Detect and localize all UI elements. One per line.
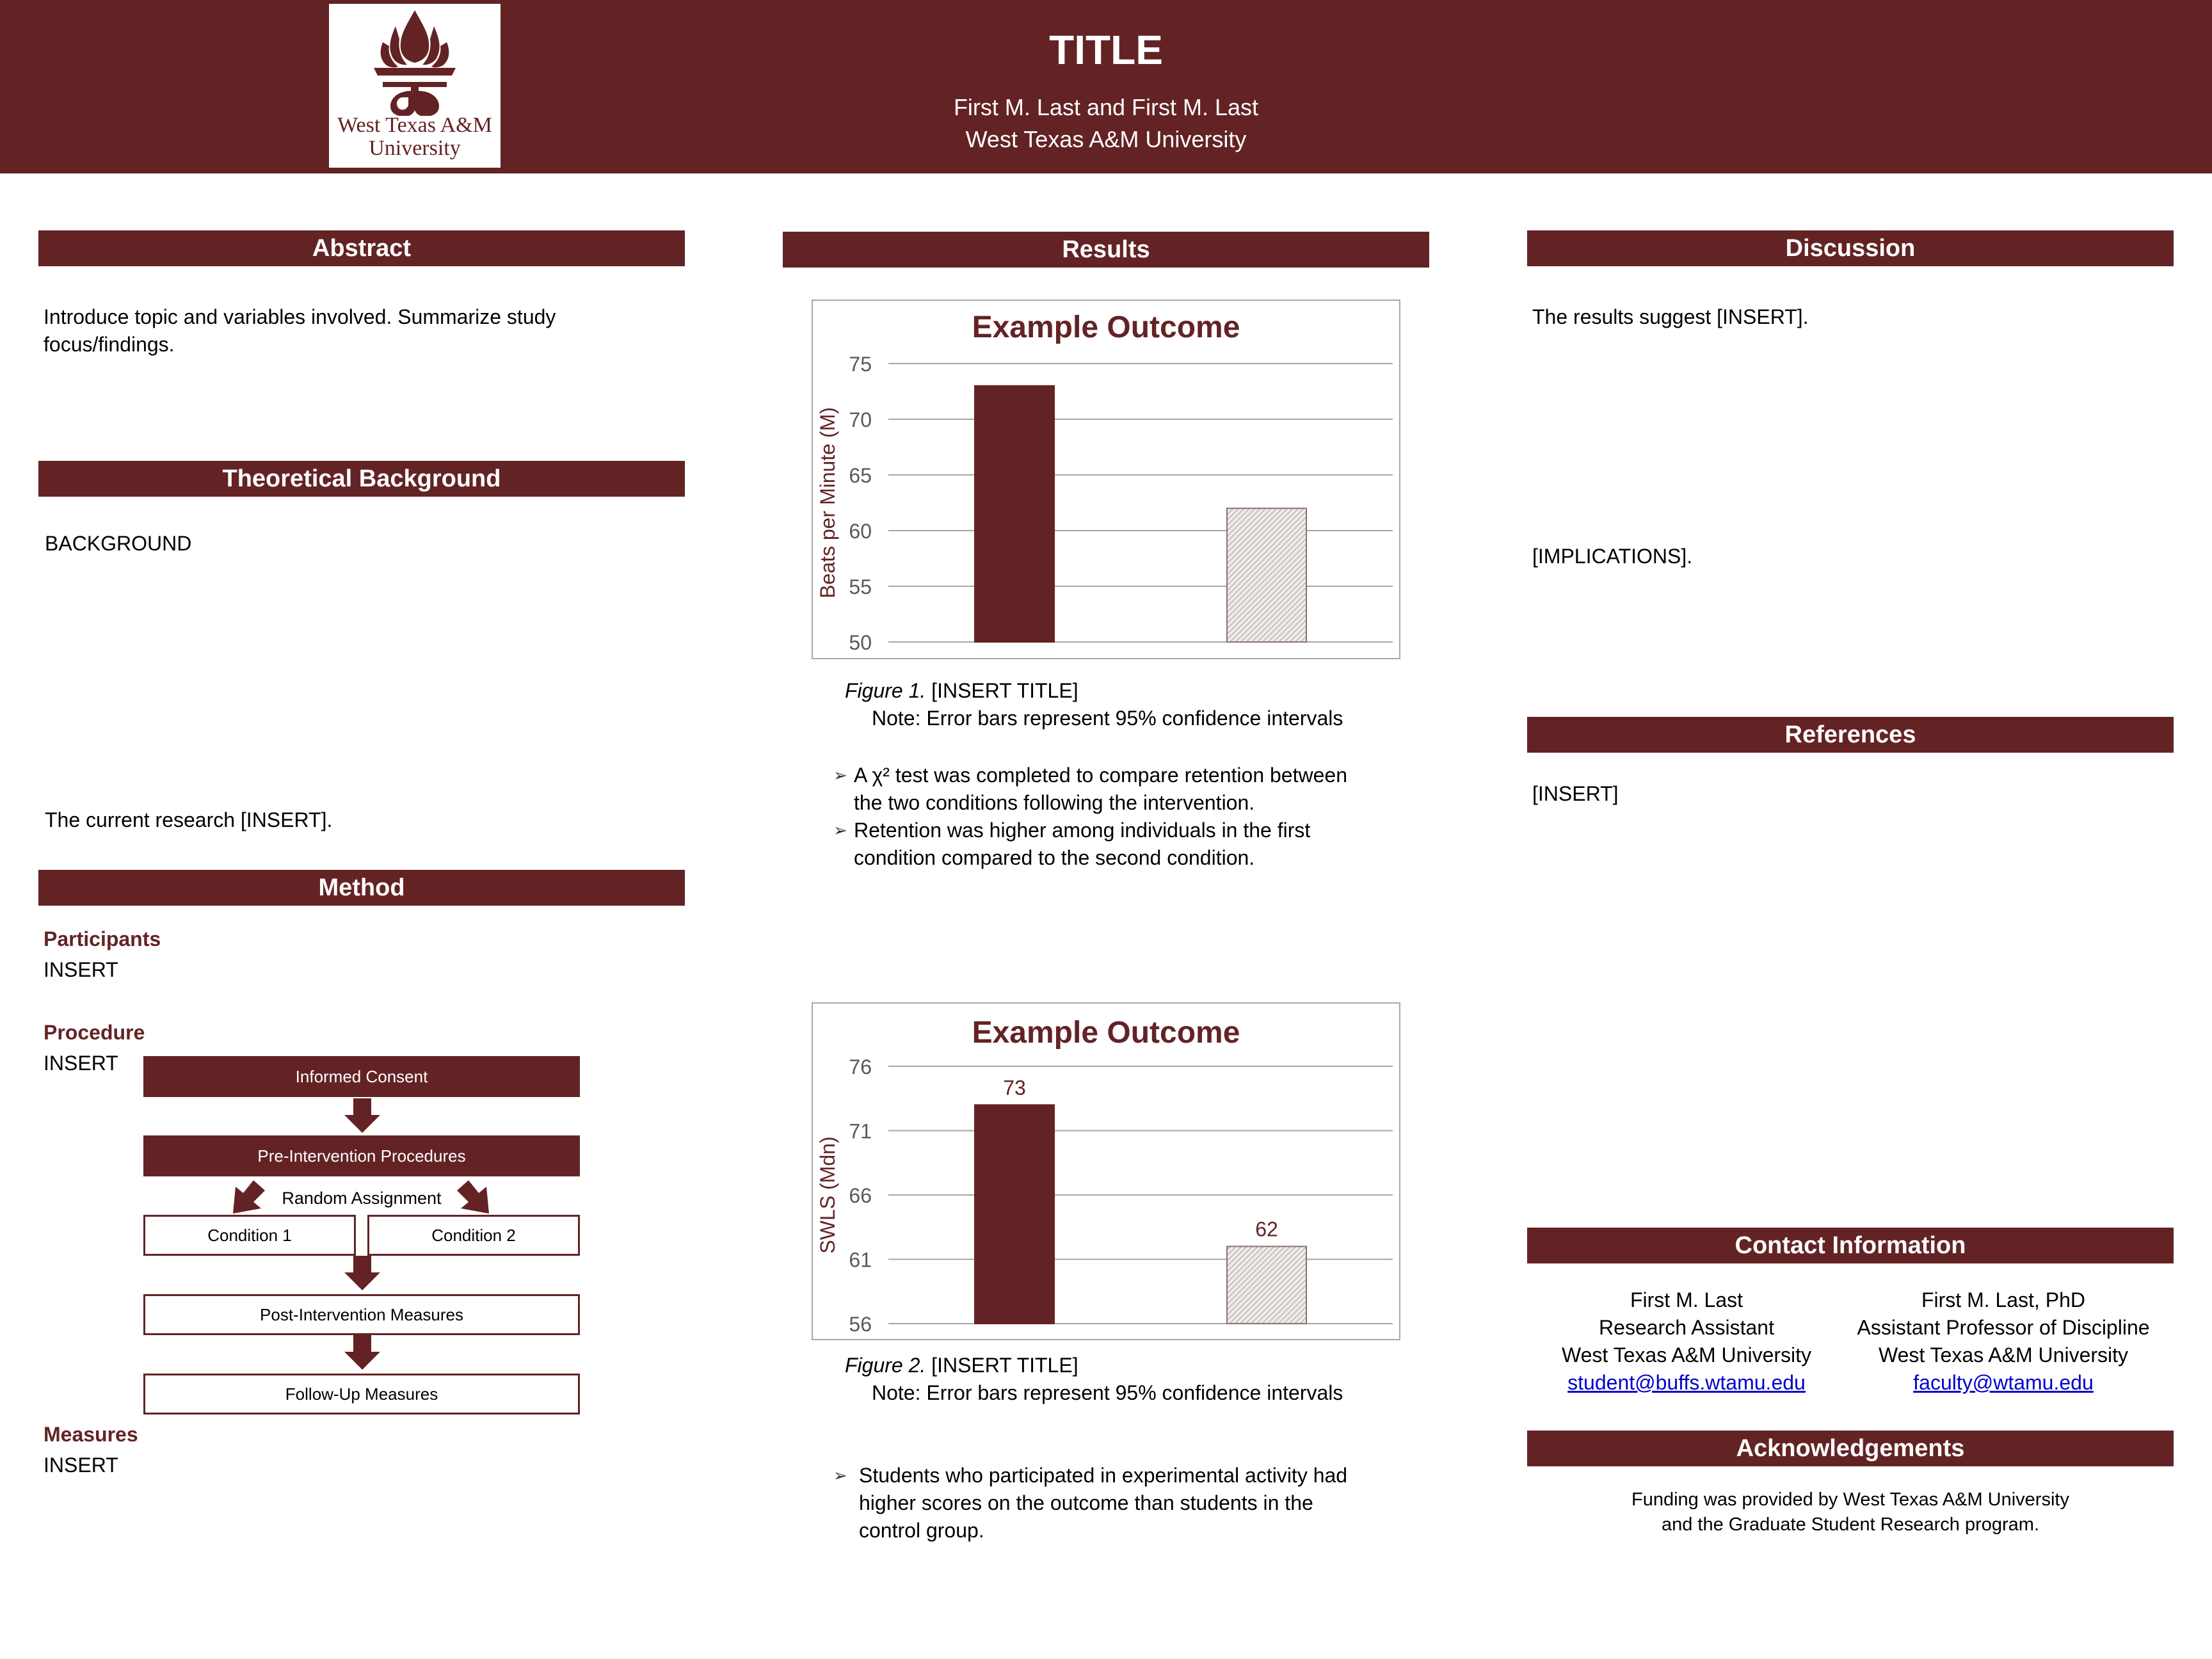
y-tick-label: 61	[849, 1248, 872, 1272]
participants-label: Participants	[44, 927, 161, 950]
background-heading: Theoretical Background	[38, 461, 685, 497]
arrow-bullet-icon: ➢	[833, 821, 847, 840]
data-label: 73	[1003, 1076, 1026, 1100]
y-axis-label: SWLS (Mdn)	[816, 1136, 839, 1254]
acknowledgements-text	[1527, 1487, 2174, 1537]
figure-1-note: Note: Error bars represent 95% confidence intervals	[872, 707, 1343, 730]
chart-2-title: Example Outcome	[972, 1016, 1240, 1050]
abstract-heading: Abstract	[38, 230, 685, 266]
ack-line: Funding was provided by West Texas A&M University	[1631, 1489, 2069, 1510]
results-bullet-3	[833, 1462, 1347, 1544]
contact-email-link[interactable]: faculty@wtamu.edu	[1913, 1371, 2094, 1394]
contact-heading: Contact Information	[1527, 1228, 2174, 1263]
flow-condition-2: Condition 2	[367, 1215, 580, 1256]
bullet-line: Retention was higher among individuals in the first	[854, 819, 1311, 842]
ack-line: and the Graduate Student Research program.	[1661, 1514, 2040, 1535]
contact-role: Research Assistant	[1599, 1316, 1774, 1339]
implications-text: [IMPLICATIONS].	[1532, 545, 1693, 568]
y-tick-label: 66	[849, 1184, 872, 1207]
discussion-text: The results suggest [INSERT].	[1532, 305, 1809, 328]
y-tick-label: 55	[849, 575, 872, 598]
poster-affiliation: West Texas A&M University	[965, 126, 1247, 152]
poster-authors: First M. Last and First M. Last	[953, 94, 1259, 120]
figure-2-note: Note: Error bars represent 95% confidence intervals	[872, 1381, 1343, 1404]
measures-label: Measures	[44, 1423, 138, 1446]
contact-org: West Texas A&M University	[1878, 1343, 2129, 1366]
flow-random-assignment: Random Assignment	[282, 1189, 442, 1208]
y-tick-label: 76	[849, 1055, 872, 1078]
references-heading: References	[1527, 717, 2174, 753]
measures-text: INSERT	[44, 1454, 118, 1477]
contact-org: West Texas A&M University	[1561, 1343, 1812, 1366]
discussion-heading: Discussion	[1527, 230, 2174, 266]
abstract-line-1: Introduce topic and variables involved. Summarize study	[44, 305, 556, 328]
bullet-line: condition compared to the second condition.	[854, 846, 1255, 869]
participants-text: INSERT	[44, 958, 118, 981]
y-tick-label: 60	[849, 520, 872, 543]
chart-2	[812, 1002, 1400, 1340]
bar-1	[975, 386, 1054, 642]
figure-1-caption	[845, 677, 1078, 705]
procedure-text: INSERT	[44, 1052, 118, 1075]
bullet-line: higher scores on the outcome than students in the	[859, 1491, 1313, 1514]
y-tick-label: 65	[849, 464, 872, 487]
y-tick-label: 70	[849, 408, 872, 431]
figure-1-title: [INSERT TITLE]	[931, 679, 1078, 702]
results-heading: Results	[783, 232, 1429, 268]
logo-text-line2: University	[369, 136, 461, 160]
university-logo	[329, 4, 501, 168]
abstract-line-2: focus/findings.	[44, 333, 175, 356]
chart-1	[812, 300, 1400, 659]
contact-person-1	[1530, 1286, 1843, 1397]
bar-2	[1227, 508, 1306, 642]
bar-2	[1227, 1246, 1306, 1324]
logo-text-line1: West Texas A&M	[337, 113, 492, 137]
down-arrow-icon	[343, 1335, 381, 1371]
results-bullet-2	[833, 817, 1310, 872]
bullet-line: A χ² test was completed to compare retention between	[854, 764, 1347, 787]
flow-pre-intervention: Pre-Intervention Procedures	[143, 1135, 580, 1176]
flow-follow-up: Follow-Up Measures	[143, 1374, 580, 1415]
down-arrow-icon	[343, 1098, 381, 1134]
results-bullet-1	[833, 762, 1347, 817]
chart-1-title: Example Outcome	[972, 310, 1240, 344]
figure-1-label: Figure 1.	[845, 679, 926, 702]
bullet-line: the two conditions following the intervention.	[854, 791, 1255, 814]
flow-condition-1: Condition 1	[143, 1215, 356, 1256]
references-text: [INSERT]	[1532, 782, 1619, 805]
contact-role: Assistant Professor of Discipline	[1857, 1316, 2150, 1339]
y-axis-label: Beats per Minute (M)	[816, 407, 839, 598]
method-heading: Method	[38, 870, 685, 906]
acknowledgements-heading: Acknowledgements	[1527, 1431, 2174, 1466]
y-tick-label: 71	[849, 1119, 872, 1143]
contact-name: First M. Last	[1630, 1288, 1743, 1311]
flow-post-intervention: Post-Intervention Measures	[143, 1294, 580, 1335]
figure-2-caption	[845, 1352, 1078, 1379]
y-tick-label: 50	[849, 631, 872, 654]
arrow-bullet-icon: ➢	[833, 1466, 847, 1485]
bullet-line: control group.	[859, 1519, 984, 1542]
header-banner	[0, 0, 2212, 173]
flow-informed-consent: Informed Consent	[143, 1056, 580, 1097]
current-research-text: The current research [INSERT].	[45, 808, 333, 831]
poster-title: TITLE	[1049, 27, 1163, 73]
contact-person-2	[1843, 1286, 2163, 1397]
down-arrow-icon	[343, 1256, 381, 1292]
y-tick-label: 56	[849, 1313, 872, 1336]
procedure-label: Procedure	[44, 1021, 145, 1044]
bullet-line: Students who participated in experimental activity had	[859, 1464, 1348, 1487]
contact-name: First M. Last, PhD	[1921, 1288, 2086, 1311]
background-text: BACKGROUND	[45, 532, 192, 555]
flame-emblem-icon	[329, 4, 501, 116]
figure-2-label: Figure 2.	[845, 1354, 926, 1377]
figure-2-title: [INSERT TITLE]	[931, 1354, 1078, 1377]
contact-email-link[interactable]: student@buffs.wtamu.edu	[1567, 1371, 1806, 1394]
bar-1	[975, 1105, 1054, 1324]
y-tick-label: 75	[849, 353, 872, 376]
arrow-bullet-icon: ➢	[833, 765, 847, 785]
data-label: 62	[1255, 1217, 1278, 1241]
